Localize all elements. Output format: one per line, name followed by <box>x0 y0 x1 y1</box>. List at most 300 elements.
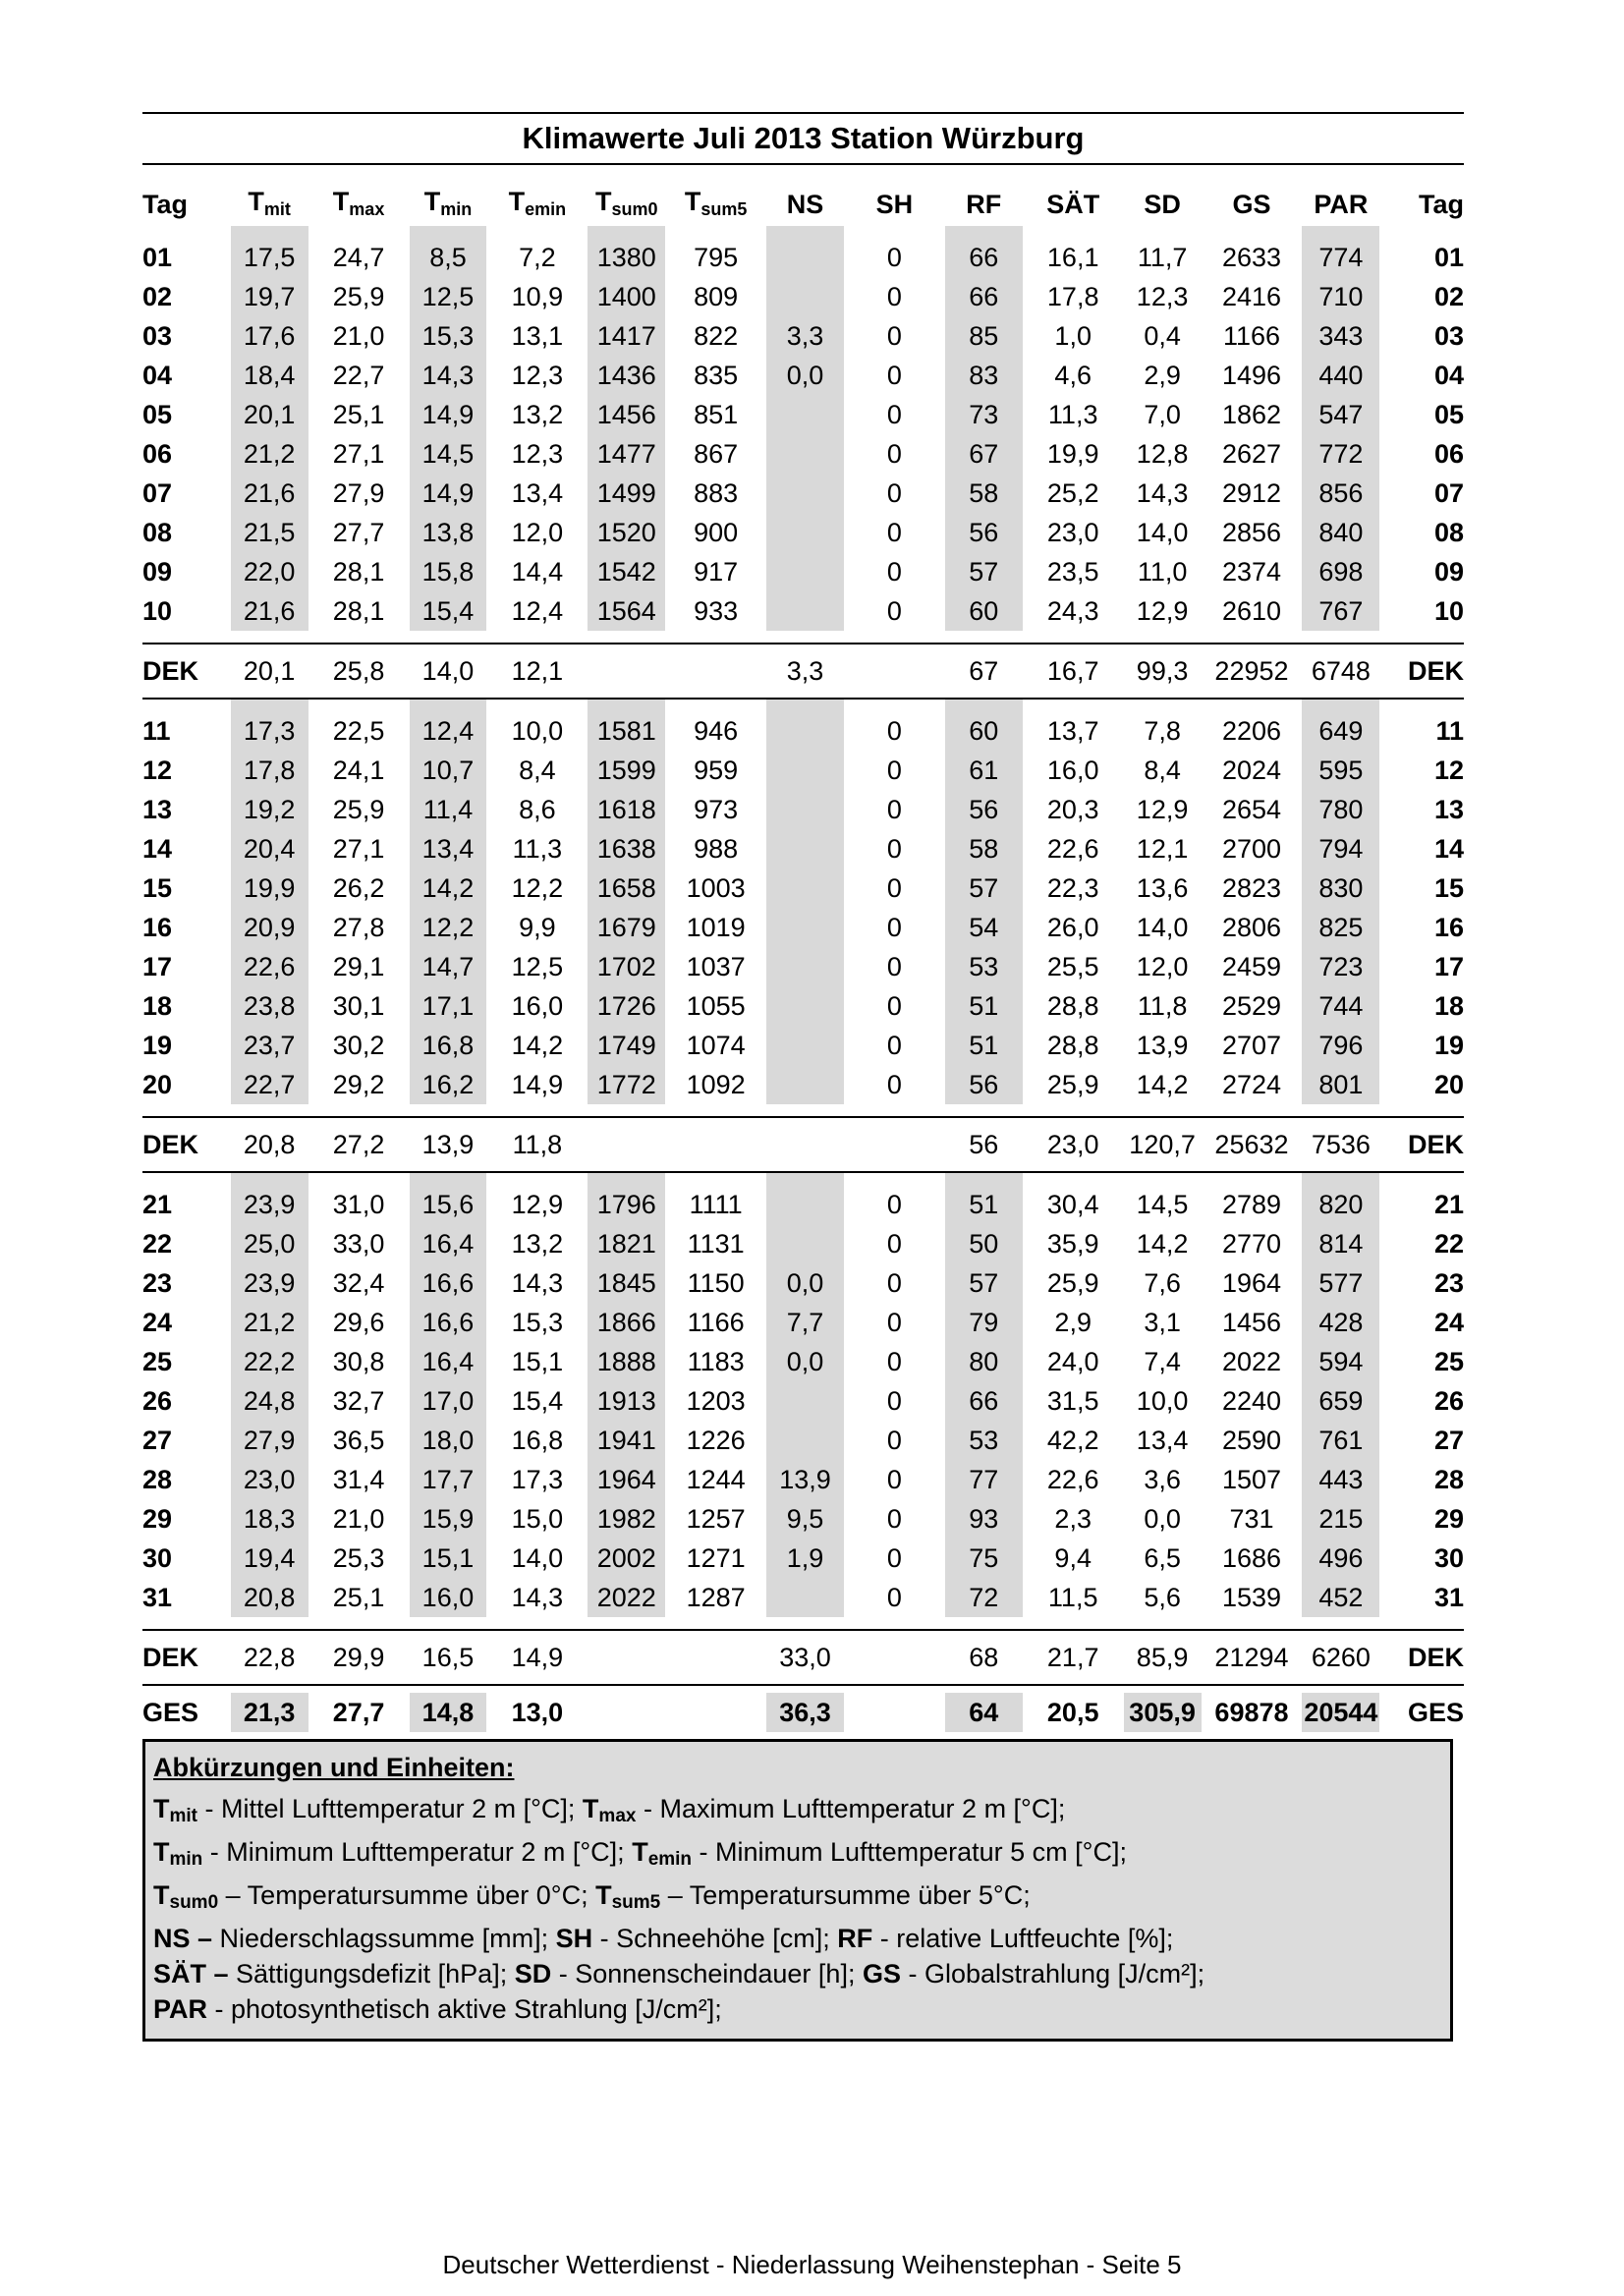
cell-7 <box>760 1578 850 1617</box>
cell-4: 14,4 <box>511 556 564 587</box>
cell-3: 16,8 <box>404 1026 493 1065</box>
day-label: 18 <box>142 990 173 1021</box>
cell-4: 12,9 <box>511 1189 564 1219</box>
day-label-right: 03 <box>1433 320 1464 351</box>
day-label-right: 08 <box>1433 517 1464 547</box>
column-header: SD <box>1144 190 1181 219</box>
cell-9: 56 <box>969 1129 999 1159</box>
cell-12: 2374 <box>1221 556 1282 587</box>
cell-8: 0 <box>886 281 902 311</box>
cell-9: 93 <box>939 1499 1029 1539</box>
cell-11: 7,4 <box>1144 1346 1181 1376</box>
dek-summary-row <box>142 644 1464 698</box>
cell-12: 2654 <box>1221 794 1282 824</box>
cell-1: 21,3 <box>225 1685 314 1739</box>
cell-12: 1507 <box>1221 1464 1282 1494</box>
day-label: 23 <box>142 1267 173 1298</box>
column-header: $T_{mit}$ <box>248 187 291 219</box>
cell-5: 1964 <box>582 1460 671 1499</box>
cell-3: 12,4 <box>404 711 493 751</box>
cell-10: 31,5 <box>1046 1385 1099 1416</box>
day-label: DEK <box>142 1129 199 1159</box>
cell-9: 72 <box>939 1578 1029 1617</box>
cell-10: 23,0 <box>1046 517 1099 547</box>
day-label: 09 <box>142 556 173 587</box>
cell-8: 0 <box>886 1385 902 1416</box>
cell-1: 22,6 <box>225 947 314 986</box>
cell-7 <box>760 513 850 552</box>
day-label: 11 <box>142 715 171 746</box>
cell-9: 60 <box>939 591 1029 631</box>
cell-11: 3,1 <box>1144 1307 1181 1337</box>
cell-11: 7,0 <box>1144 399 1181 429</box>
cell-6: 867 <box>694 438 739 469</box>
cell-1: 20,9 <box>225 908 314 947</box>
cell-5: 1796 <box>582 1185 671 1224</box>
cell-8: 0 <box>886 1189 902 1219</box>
cell-8: 0 <box>886 1346 902 1376</box>
cell-4: 13,4 <box>511 477 564 508</box>
cell-5: 1400 <box>582 277 671 316</box>
cell-9: 68 <box>969 1642 999 1672</box>
cell-2: 25,9 <box>332 794 385 824</box>
cell-3: 14,5 <box>404 434 493 474</box>
cell-3: 8,5 <box>404 238 493 277</box>
table-row <box>142 395 1464 434</box>
cell-11: 120,7 <box>1129 1129 1196 1159</box>
cell-2: 30,8 <box>332 1346 385 1376</box>
day-label: 15 <box>142 872 173 903</box>
cell-2: 25,1 <box>332 399 385 429</box>
cell-11: 6,5 <box>1144 1542 1181 1573</box>
cell-1: 19,2 <box>225 790 314 829</box>
cell-6: 959 <box>694 755 739 785</box>
legend-box <box>142 1739 1453 2042</box>
cell-4: 12,0 <box>511 517 564 547</box>
title-bar <box>142 112 1464 165</box>
cell-13: 595 <box>1296 751 1385 790</box>
cell-1: 21,6 <box>225 474 314 513</box>
cell-1: 19,4 <box>225 1539 314 1578</box>
cell-8: 0 <box>886 1069 902 1099</box>
cell-4: 15,1 <box>511 1346 564 1376</box>
cell-13: 496 <box>1296 1539 1385 1578</box>
day-label-right: 18 <box>1433 990 1464 1021</box>
column-header: Tag <box>1419 190 1464 219</box>
cell-13: 723 <box>1296 947 1385 986</box>
cell-11: 10,0 <box>1136 1385 1189 1416</box>
cell-4: 16,0 <box>511 990 564 1021</box>
cell-12: 2789 <box>1221 1189 1282 1219</box>
day-label-right: 24 <box>1433 1307 1464 1337</box>
cell-7 <box>760 868 850 908</box>
day-label: 20 <box>142 1069 173 1099</box>
cell-3: 16,6 <box>404 1263 493 1303</box>
day-label: 22 <box>142 1228 173 1259</box>
cell-1: 22,2 <box>225 1342 314 1381</box>
day-label: 13 <box>142 794 173 824</box>
cell-3: 16,2 <box>404 1065 493 1104</box>
cell-8: 0 <box>886 912 902 942</box>
cell-8: 0 <box>886 951 902 981</box>
cell-8: 0 <box>886 517 902 547</box>
cell-13: 767 <box>1296 591 1385 631</box>
cell-4: 15,3 <box>511 1307 564 1337</box>
day-label: DEK <box>142 655 199 686</box>
cell-6: 1003 <box>686 872 746 903</box>
day-label-right: 06 <box>1433 438 1464 469</box>
column-header: SH <box>875 190 914 219</box>
cell-5 <box>582 1630 671 1684</box>
cell-11: 99,3 <box>1136 655 1189 686</box>
cell-12: 731 <box>1229 1503 1274 1534</box>
cell-4: 14,9 <box>511 1069 564 1099</box>
day-label: 06 <box>142 438 173 469</box>
row-gap <box>142 226 1464 238</box>
cell-4: 12,2 <box>511 872 564 903</box>
cell-3: 17,1 <box>404 986 493 1026</box>
cell-13: 20544 <box>1296 1685 1385 1739</box>
cell-7 <box>760 277 850 316</box>
cell-1: 21,5 <box>225 513 314 552</box>
legend-line: PAR - photosynthetisch aktive Strahlung [J/cm²]; <box>153 1994 722 2024</box>
cell-6 <box>671 1117 760 1171</box>
cell-1: 20,8 <box>225 1578 314 1617</box>
cell-7: 0,0 <box>760 1263 850 1303</box>
page-title: Klimawerte Juli 2013 Station Würzburg <box>522 121 1085 155</box>
cell-8: 0 <box>886 755 902 785</box>
cell-10: 26,0 <box>1046 912 1099 942</box>
cell-2: 25,1 <box>332 1582 385 1612</box>
day-label-right: 07 <box>1433 477 1464 508</box>
day-label: 04 <box>142 360 173 390</box>
cell-9: 54 <box>939 908 1029 947</box>
column-header: SÄT <box>1046 190 1100 219</box>
cell-6: 973 <box>694 794 739 824</box>
day-label-right: 12 <box>1433 755 1464 785</box>
cell-10: 17,8 <box>1046 281 1099 311</box>
cell-8 <box>850 1117 939 1171</box>
cell-2: 25,3 <box>332 1542 385 1573</box>
cell-12: 25632 <box>1214 1129 1289 1159</box>
cell-7 <box>760 395 850 434</box>
cell-7 <box>760 1026 850 1065</box>
cell-12: 1686 <box>1221 1542 1282 1573</box>
cell-4: 15,4 <box>511 1385 564 1416</box>
column-header: Tag <box>142 190 188 219</box>
cell-12: 2770 <box>1221 1228 1282 1259</box>
cell-7: 36,3 <box>760 1685 850 1739</box>
cell-7 <box>760 474 850 513</box>
cell-7 <box>760 790 850 829</box>
cell-11: 14,0 <box>1136 517 1189 547</box>
cell-5: 1564 <box>582 591 671 631</box>
table-row <box>142 1065 1464 1104</box>
cell-9: 66 <box>939 238 1029 277</box>
cell-13: 796 <box>1296 1026 1385 1065</box>
cell-13: 830 <box>1296 868 1385 908</box>
cell-7 <box>760 591 850 631</box>
cell-8: 0 <box>886 360 902 390</box>
cell-1: 18,4 <box>225 356 314 395</box>
cell-10: 19,9 <box>1046 438 1099 469</box>
cell-10: 16,1 <box>1046 242 1099 272</box>
cell-12: 2022 <box>1221 1346 1282 1376</box>
table-row <box>142 908 1464 947</box>
day-label: 28 <box>142 1464 173 1494</box>
cell-7: 7,7 <box>760 1303 850 1342</box>
cell-9: 50 <box>939 1224 1029 1263</box>
day-label: 03 <box>142 320 173 351</box>
cell-10: 24,3 <box>1046 595 1099 626</box>
cell-13: 772 <box>1296 434 1385 474</box>
table-body <box>142 226 1464 1739</box>
cell-7 <box>760 1224 850 1263</box>
day-label: 25 <box>142 1346 173 1376</box>
column-header: RF <box>966 190 1002 219</box>
day-label: 21 <box>142 1189 173 1219</box>
cell-6: 809 <box>694 281 739 311</box>
cell-7 <box>760 434 850 474</box>
table-row <box>142 1499 1464 1539</box>
cell-12: 2724 <box>1221 1069 1282 1099</box>
cell-8: 0 <box>886 833 902 864</box>
cell-3: 14,9 <box>404 474 493 513</box>
column-header: $T_{max}$ <box>332 187 385 219</box>
cell-6: 946 <box>694 715 739 746</box>
cell-4: 9,9 <box>519 912 556 942</box>
cell-8: 0 <box>886 990 902 1021</box>
day-label-right: DEK <box>1407 1129 1464 1159</box>
cell-7 <box>760 1381 850 1421</box>
section-separator <box>142 1617 1464 1630</box>
cell-3: 15,4 <box>404 591 493 631</box>
cell-2: 31,4 <box>332 1464 385 1494</box>
cell-11: 12,0 <box>1136 951 1189 981</box>
cell-13: 6260 <box>1311 1642 1371 1672</box>
cell-11: 14,2 <box>1136 1069 1189 1099</box>
cell-6: 1257 <box>686 1503 746 1534</box>
cell-10: 20,5 <box>1046 1697 1099 1727</box>
cell-8: 0 <box>886 1307 902 1337</box>
cell-9: 66 <box>939 1381 1029 1421</box>
dek-summary-row <box>142 1117 1464 1171</box>
cell-2: 30,1 <box>332 990 385 1021</box>
cell-2: 27,1 <box>332 833 385 864</box>
cell-3: 15,3 <box>404 316 493 356</box>
cell-5: 1821 <box>582 1224 671 1263</box>
cell-5: 1581 <box>582 711 671 751</box>
cell-12: 2529 <box>1221 990 1282 1021</box>
cell-6: 900 <box>694 517 739 547</box>
column-header: GS <box>1232 190 1271 219</box>
day-label: 05 <box>142 399 173 429</box>
cell-12: 2610 <box>1221 595 1282 626</box>
cell-9: 79 <box>939 1303 1029 1342</box>
cell-4: 13,2 <box>511 399 564 429</box>
cell-10: 2,9 <box>1054 1307 1092 1337</box>
cell-11: 14,3 <box>1136 477 1189 508</box>
cell-6: 1111 <box>689 1189 743 1219</box>
cell-6 <box>671 644 760 698</box>
cell-7 <box>760 908 850 947</box>
day-label-right: 13 <box>1433 794 1464 824</box>
column-header: $T_{min}$ <box>423 187 473 219</box>
cell-11: 12,3 <box>1136 281 1189 311</box>
cell-5: 1436 <box>582 356 671 395</box>
cell-4: 14,3 <box>511 1582 564 1612</box>
cell-11: 85,9 <box>1136 1642 1189 1672</box>
cell-3: 11,4 <box>404 790 493 829</box>
cell-9: 61 <box>939 751 1029 790</box>
cell-8: 0 <box>886 438 902 469</box>
cell-12: 1539 <box>1221 1582 1282 1612</box>
cell-13: 744 <box>1296 986 1385 1026</box>
cell-7: 3,3 <box>786 655 824 686</box>
cell-10: 22,6 <box>1046 1464 1099 1494</box>
cell-6: 822 <box>694 320 739 351</box>
cell-12: 2627 <box>1221 438 1282 469</box>
cell-2: 25,9 <box>332 281 385 311</box>
cell-4: 12,3 <box>511 438 564 469</box>
cell-13: 428 <box>1296 1303 1385 1342</box>
cell-11: 11,7 <box>1137 242 1188 272</box>
cell-12: 2206 <box>1221 715 1282 746</box>
cell-5: 1888 <box>582 1342 671 1381</box>
table-row <box>142 790 1464 829</box>
cell-11: 5,6 <box>1144 1582 1181 1612</box>
table-row <box>142 1342 1464 1381</box>
cell-11: 305,9 <box>1118 1685 1207 1739</box>
cell-12: 69878 <box>1214 1697 1289 1727</box>
cell-4: 11,8 <box>512 1129 563 1159</box>
cell-6: 933 <box>694 595 739 626</box>
cell-4: 15,0 <box>511 1503 564 1534</box>
cell-12: 1166 <box>1222 320 1280 351</box>
day-label-right: 17 <box>1433 951 1464 981</box>
cell-10: 13,7 <box>1046 715 1099 746</box>
column-header: $T_{sum0}$ <box>594 187 658 219</box>
cell-12: 2912 <box>1221 477 1282 508</box>
cell-7 <box>760 986 850 1026</box>
cell-5: 2022 <box>582 1578 671 1617</box>
cell-6: 1203 <box>686 1385 746 1416</box>
cell-2: 25,8 <box>332 655 385 686</box>
cell-1: 23,9 <box>225 1263 314 1303</box>
cell-1: 17,3 <box>225 711 314 751</box>
cell-5: 1456 <box>582 395 671 434</box>
day-label-right: 16 <box>1433 912 1464 942</box>
cell-4: 14,0 <box>511 1542 564 1573</box>
cell-2: 29,9 <box>332 1642 385 1672</box>
cell-3: 14,0 <box>421 655 475 686</box>
cell-9: 83 <box>939 356 1029 395</box>
cell-1: 23,7 <box>225 1026 314 1065</box>
cell-2: 29,2 <box>332 1069 385 1099</box>
cell-2: 29,6 <box>332 1307 385 1337</box>
cell-4: 11,3 <box>512 833 563 864</box>
legend-line: $T_{min}$ - Minimum Lufttemperatur 2 m [°C]; $T_{emin}$ - Minimum Lufttemperatur 5 cm [°C]; <box>153 1837 1127 1870</box>
cell-13: 761 <box>1296 1421 1385 1460</box>
cell-1: 19,9 <box>225 868 314 908</box>
cell-10: 25,9 <box>1046 1267 1099 1298</box>
table-row <box>142 1381 1464 1421</box>
table-row <box>142 1026 1464 1065</box>
cell-6: 795 <box>694 242 739 272</box>
cell-1: 22,8 <box>243 1642 296 1672</box>
table-row <box>142 751 1464 790</box>
cell-3: 10,7 <box>404 751 493 790</box>
cell-1: 18,3 <box>225 1499 314 1539</box>
cell-3: 16,5 <box>421 1642 475 1672</box>
cell-6: 1092 <box>686 1069 746 1099</box>
day-label: 16 <box>142 912 173 942</box>
cell-2: 27,7 <box>332 517 385 547</box>
cell-10: 1,0 <box>1054 320 1092 351</box>
cell-3: 12,2 <box>404 908 493 947</box>
cell-13: 343 <box>1296 316 1385 356</box>
day-label: DEK <box>142 1642 199 1672</box>
cell-2: 28,1 <box>332 556 385 587</box>
cell-9: 56 <box>939 513 1029 552</box>
cell-5: 1982 <box>582 1499 671 1539</box>
cell-5 <box>582 1117 671 1171</box>
cell-11: 0,4 <box>1144 320 1181 351</box>
table-row <box>142 711 1464 751</box>
cell-3: 14,2 <box>404 868 493 908</box>
cell-3: 17,0 <box>404 1381 493 1421</box>
day-label: 08 <box>142 517 173 547</box>
cell-10: 16,7 <box>1046 655 1099 686</box>
cell-10: 22,6 <box>1046 833 1099 864</box>
cell-2: 32,4 <box>332 1267 385 1298</box>
cell-3: 13,8 <box>404 513 493 552</box>
cell-5: 1941 <box>582 1421 671 1460</box>
cell-9: 56 <box>939 1065 1029 1104</box>
cell-13: 794 <box>1296 829 1385 868</box>
cell-12: 2416 <box>1221 281 1282 311</box>
cell-5: 1380 <box>582 238 671 277</box>
day-label-right: GES <box>1407 1697 1464 1727</box>
cell-9: 60 <box>939 711 1029 751</box>
cell-3: 14,9 <box>404 395 493 434</box>
table-row <box>142 356 1464 395</box>
day-label-right: 23 <box>1433 1267 1464 1298</box>
cell-10: 9,4 <box>1054 1542 1092 1573</box>
cell-1: 17,8 <box>225 751 314 790</box>
cell-10: 20,3 <box>1046 794 1099 824</box>
cell-13: 547 <box>1296 395 1385 434</box>
cell-3: 16,4 <box>404 1224 493 1263</box>
cell-6: 883 <box>694 477 739 508</box>
day-label: 26 <box>142 1385 173 1416</box>
cell-9: 58 <box>939 474 1029 513</box>
cell-10: 35,9 <box>1046 1228 1099 1259</box>
cell-9: 57 <box>939 552 1029 591</box>
table-row <box>142 474 1464 513</box>
cell-2: 27,7 <box>332 1697 385 1727</box>
cell-7: 1,9 <box>760 1539 850 1578</box>
cell-4: 7,2 <box>519 242 556 272</box>
cell-4: 13,2 <box>511 1228 564 1259</box>
cell-12: 1862 <box>1221 399 1282 429</box>
cell-3: 18,0 <box>404 1421 493 1460</box>
cell-1: 17,6 <box>225 316 314 356</box>
cell-2: 22,5 <box>332 715 385 746</box>
cell-11: 3,6 <box>1144 1464 1181 1494</box>
cell-8 <box>850 644 939 698</box>
dek-summary-row <box>142 1630 1464 1684</box>
